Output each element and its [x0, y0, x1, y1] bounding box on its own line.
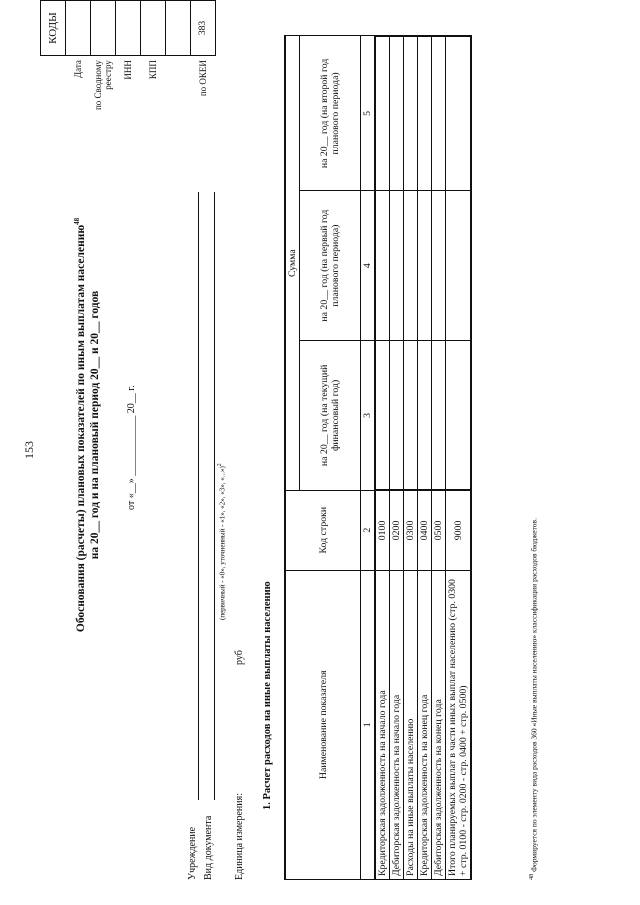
codes-label-empty: [166, 56, 191, 119]
cell-col5[interactable]: [404, 36, 418, 191]
cell-col4[interactable]: [446, 191, 472, 341]
table-row: [446, 36, 472, 880]
doc-type-hint: [217, 463, 226, 620]
row-code: 0400: [418, 490, 432, 570]
cell-col4[interactable]: [404, 191, 418, 341]
cell-col3[interactable]: [446, 341, 472, 491]
doc-type-hint-sup: 2: [217, 463, 223, 467]
main-table: [284, 35, 472, 880]
codes-value-date[interactable]: [66, 1, 91, 56]
title-footnote-mark: 48: [73, 217, 81, 225]
codes-value-inn[interactable]: [116, 1, 141, 56]
doc-type-hint-text: (первичный - «0», уточненный - «1», «2», «3», «...»): [218, 466, 227, 620]
row-code: 0500: [432, 490, 446, 570]
cell-col5[interactable]: [446, 36, 472, 191]
cell-col4[interactable]: [418, 191, 432, 341]
colnum-2: 2: [361, 490, 376, 570]
institution-label: Учреждение: [187, 826, 198, 880]
row-name: Дебиторская задолженность на конец года: [432, 570, 446, 879]
unit-label: Единица измерения:: [234, 793, 245, 880]
table-row: [390, 36, 404, 880]
doc-type-line[interactable]: [214, 192, 215, 800]
codes-value-okei[interactable]: 383: [191, 1, 216, 56]
cell-col3[interactable]: [390, 341, 404, 491]
row-code-total: 9000: [446, 490, 472, 570]
cell-col4[interactable]: [390, 191, 404, 341]
footnote-mark: 48: [528, 873, 535, 880]
footnote: [528, 518, 539, 880]
cell-col4[interactable]: [432, 191, 446, 341]
footnote-text: Формируется по элементу вида расходов 360 «Иные выплаты населению» классификации расходов бюджетов.: [529, 518, 539, 872]
codes-value-registry[interactable]: [91, 1, 116, 56]
codes-label-spacer: [41, 56, 66, 119]
cell-col3[interactable]: [418, 341, 432, 491]
header-code: Код строки: [285, 490, 361, 570]
cell-col5[interactable]: [375, 36, 390, 191]
table-row: [418, 36, 432, 880]
row-name: Расходы на иные выплаты населению: [404, 570, 418, 879]
row-code: 0100: [375, 490, 390, 570]
row-code: 0200: [390, 490, 404, 570]
unit-value: руб: [234, 650, 245, 665]
codes-header: КОДЫ: [41, 1, 66, 56]
header-sum: Сумма: [285, 36, 300, 490]
cell-col3[interactable]: [375, 341, 390, 491]
section-title: 1. Расчет расходов на иные выплаты населению: [262, 581, 273, 810]
cell-col5[interactable]: [432, 36, 446, 191]
cell-col3[interactable]: [404, 341, 418, 491]
codes-label-kpp: КПП: [148, 60, 158, 80]
row-name: Кредиторская задолженность на конец года: [418, 570, 432, 879]
form-title: [70, 185, 102, 665]
title-line-1: Обоснования (расчеты) плановых показателей по иным выплатам населению: [74, 224, 87, 633]
codes-label-okei: по ОКЕИ: [198, 60, 208, 97]
codes-value-kpp[interactable]: [141, 1, 166, 56]
cell-col3[interactable]: [432, 341, 446, 491]
codes-value-doc-type[interactable]: [166, 1, 191, 56]
colnum-3: 3: [361, 341, 376, 491]
table-row: [375, 36, 390, 880]
codes-label-date: Дата: [73, 60, 83, 79]
title-line-2: на 20__ год и на плановый период 20__ и 20__ годов: [88, 290, 101, 560]
row-name-total: Итого планируемых выплат в части иных выплат населению (стр. 0300 + стр. 0100 - стр. 0200 - стр. 0400 + стр. 0500): [446, 570, 472, 879]
table-row: [404, 36, 418, 880]
row-code: 0300: [404, 490, 418, 570]
colnum-5: 5: [361, 36, 376, 191]
date-line: от «__» ____________ 20__ г.: [126, 385, 137, 510]
table-row: [432, 36, 446, 880]
header-name: Наименование показателя: [285, 570, 361, 879]
cell-col4[interactable]: [375, 191, 390, 341]
cell-col5[interactable]: [390, 36, 404, 191]
codes-label-registry: по Сводному реестру: [93, 60, 113, 111]
header-col4: на 20__ год (на первый год планового периода): [300, 191, 361, 341]
institution-line[interactable]: [198, 192, 199, 800]
row-name: Кредиторская задолженность на начало года: [375, 570, 390, 879]
codes-label-inn: ИНН: [123, 60, 133, 80]
row-name: Дебиторская задолженность на начало года: [390, 570, 404, 879]
page-number: 153: [22, 441, 36, 459]
header-col5: на 20__ год (на второй год планового периода): [300, 36, 361, 191]
colnum-1: 1: [361, 570, 376, 879]
colnum-4: 4: [361, 191, 376, 341]
codes-table: [40, 0, 216, 119]
doc-type-label: Вид документа: [203, 815, 214, 880]
header-col3: на 20__ год (на текущий финансовый год): [300, 341, 361, 491]
cell-col5[interactable]: [418, 36, 432, 191]
